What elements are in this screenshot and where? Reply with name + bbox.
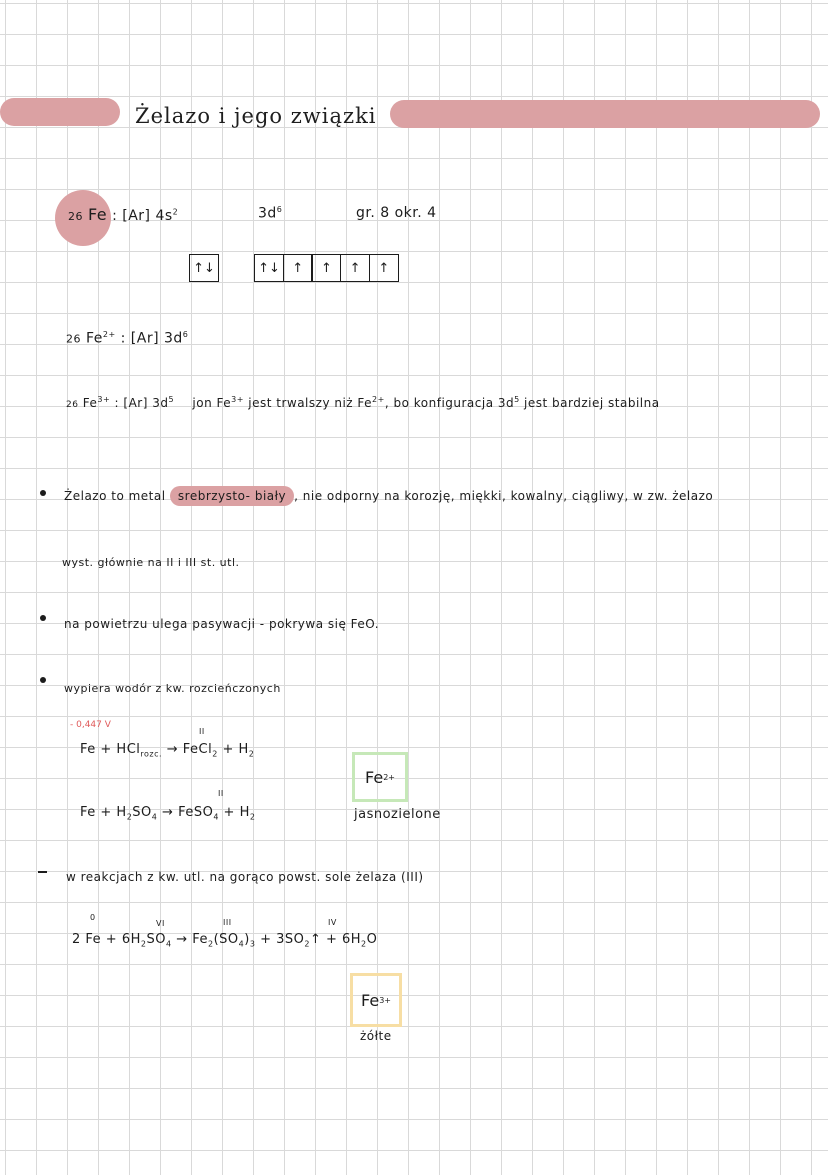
ox-fe0: 0 <box>90 913 96 922</box>
fe3-config: 26 $Fe^{3+}$ : [Ar] $3d^5$ jon $Fe^{3+}$ jest trwalszy niż $Fe^{2+}$, bo konfiguracja $3d^5$ jest bardziej stabilna <box>66 395 660 410</box>
title-bar-right <box>390 100 820 128</box>
r1-oxidation: II <box>199 727 205 736</box>
orbital-box: ↑ <box>369 254 399 282</box>
fe-config-line: 26 Fe : [Ar] $4s^2$ <box>68 205 179 224</box>
fe-core: [Ar] <box>122 208 151 224</box>
fe-4s: 4s <box>155 208 173 224</box>
ox-fe3: III <box>223 918 232 927</box>
r2-oxidation: II <box>218 789 224 798</box>
fe2-config: 26 $Fe^{2+}$ : [Ar] $3d^6$ <box>66 330 189 347</box>
bullet-dot <box>40 615 46 621</box>
bullet-properties: Żelazo to metal srebrzysto- biały , nie odporny na korozję, miękki, kowalny, ciągliwy, w zw. żelazo <box>64 486 713 506</box>
hot-acid-note: w reakcjach z kw. utl. na gorąco powst. sole żelaza (III) <box>66 870 424 884</box>
fe-atomic-number: 26 <box>68 210 83 223</box>
standard-potential: - 0,447 V <box>70 720 111 730</box>
group-period: gr. 8 okr. 4 <box>356 205 437 221</box>
bullet-hydrogen: wypiera wodór z kw. rozcieńczonych <box>64 682 281 695</box>
fe-symbol: Fe <box>87 205 108 224</box>
bullet-dot <box>40 677 46 683</box>
bullet-passivation: na powietrzu ulega pasywacji - pokrywa się FeO. <box>64 617 380 631</box>
fe-4s-exp: 2 <box>172 207 179 217</box>
fe2-color-box: Fe 2+ <box>352 752 408 802</box>
fe-3d-label: $3d^6$ <box>258 205 283 222</box>
color-highlight: srebrzysto- biały <box>170 486 294 506</box>
reaction-2: $Fe + H_2SO_4$ → FeSO$_4$ + $H_2$ <box>80 805 256 822</box>
orbital-box: ↑↓ <box>254 254 284 282</box>
orbital-box: ↑↓ <box>189 254 219 282</box>
orbital-4s-boxes <box>189 254 219 282</box>
fe3-color-label: żółte <box>360 1029 392 1043</box>
fe2-color-label: jasnozielone <box>354 807 441 822</box>
ox-s6: VI <box>156 919 165 928</box>
orbital-3d-boxes <box>254 254 399 282</box>
reaction-1: Fe + HCl$_{rozc.}$ → FeCl$_2$ + $H_2$ <box>80 742 255 759</box>
bullet-dot <box>40 490 46 496</box>
ox-s4: IV <box>328 918 337 927</box>
title-bar-left <box>0 98 120 126</box>
bullet-properties-line2: wyst. głównie na II i III st. utl. <box>62 556 240 569</box>
reaction-3: 2 $Fe + 6H_2SO_4 \to Fe_2(SO_4)_3$ + $3SO_2↑ + 6H_2O$ <box>72 932 378 949</box>
orbital-box: ↑ <box>311 254 341 282</box>
fe3-color-box: Fe 3+ <box>350 973 402 1027</box>
dash-marker <box>38 871 47 873</box>
page-title: Żelazo i jego związki <box>135 104 377 128</box>
orbital-box: ↑ <box>340 254 370 282</box>
orbital-box: ↑ <box>283 254 313 282</box>
